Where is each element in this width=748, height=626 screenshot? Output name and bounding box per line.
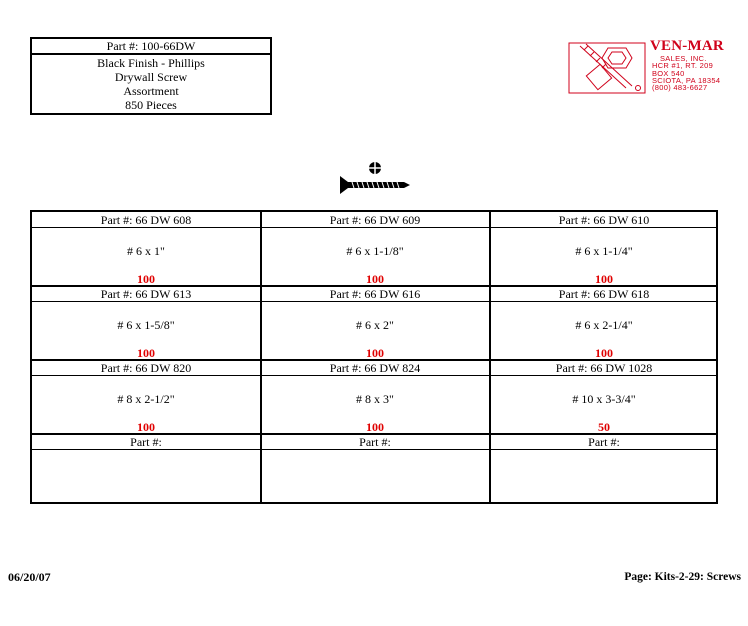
company-address-line: HCR #1, RT. 209: [652, 61, 714, 70]
kit-part-number: Part #: 100-66DW: [32, 39, 270, 55]
company-brand: VEN-MAR: [650, 38, 724, 54]
piece-count: 100: [366, 346, 384, 360]
part-number: Part #:: [359, 435, 391, 449]
screw-size: # 8 x 3": [356, 392, 394, 406]
grid-divider: [32, 449, 716, 450]
screw-size: # 10 x 3-3/4": [572, 392, 636, 406]
part-number: Part #: 66 DW 610: [558, 213, 650, 227]
piece-count: 100: [366, 272, 384, 286]
screw-size: # 6 x 1-5/8": [117, 318, 175, 332]
piece-count: 50: [598, 420, 610, 434]
part-number: Part #:: [588, 435, 620, 449]
grid-divider: [32, 301, 716, 302]
drywall-screw-icon: [338, 160, 412, 205]
part-number: Part #: 66 DW 824: [329, 361, 421, 375]
company-address-line: SCIOTA, PA 18354: [652, 76, 721, 85]
parts-grid: [30, 210, 718, 504]
kit-description-line: Assortment: [123, 84, 179, 98]
part-number: Part #: 66 DW 608: [100, 213, 192, 227]
company-name: SALES, INC.: [660, 54, 707, 63]
grid-divider: [32, 227, 716, 228]
print-date: 06/20/07: [8, 570, 51, 584]
piece-count: 100: [595, 272, 613, 286]
piece-count: 100: [137, 272, 155, 286]
piece-count: 100: [366, 420, 384, 434]
part-number: Part #: 66 DW 609: [329, 213, 421, 227]
piece-count: 100: [137, 420, 155, 434]
screw-size: # 6 x 1-1/4": [575, 244, 633, 258]
kit-description-line: Drywall Screw: [114, 70, 188, 84]
grid-divider: [32, 375, 716, 376]
screw-size: # 8 x 2-1/2": [117, 392, 175, 406]
part-number: Part #: 66 DW 820: [100, 361, 192, 375]
piece-count: 100: [595, 346, 613, 360]
company-address-line: BOX 540: [652, 69, 685, 78]
kit-description-line: 850 Pieces: [125, 98, 177, 112]
company-logo: [566, 40, 742, 96]
bolt-nut-icon: [566, 40, 650, 96]
part-number: Part #:: [130, 435, 162, 449]
part-number: Part #: 66 DW 613: [100, 287, 192, 301]
screw-size: # 6 x 1": [127, 244, 165, 258]
screw-size: # 6 x 2-1/4": [575, 318, 633, 332]
piece-count: 100: [137, 346, 155, 360]
kit-info-box: [30, 37, 272, 115]
part-number: Part #: 66 DW 1028: [555, 361, 653, 375]
page-reference: Page: Kits-2-29: Screws: [624, 571, 741, 583]
part-number: Part #: 66 DW 618: [558, 287, 650, 301]
screw-size: # 6 x 2": [356, 318, 394, 332]
screw-size: # 6 x 1-1/8": [346, 244, 404, 258]
kit-description-line: Black Finish - Phillips: [97, 56, 205, 70]
part-number: Part #: 66 DW 616: [329, 287, 421, 301]
company-phone: (800) 483-6627: [652, 83, 708, 92]
kit-description: [32, 55, 270, 113]
